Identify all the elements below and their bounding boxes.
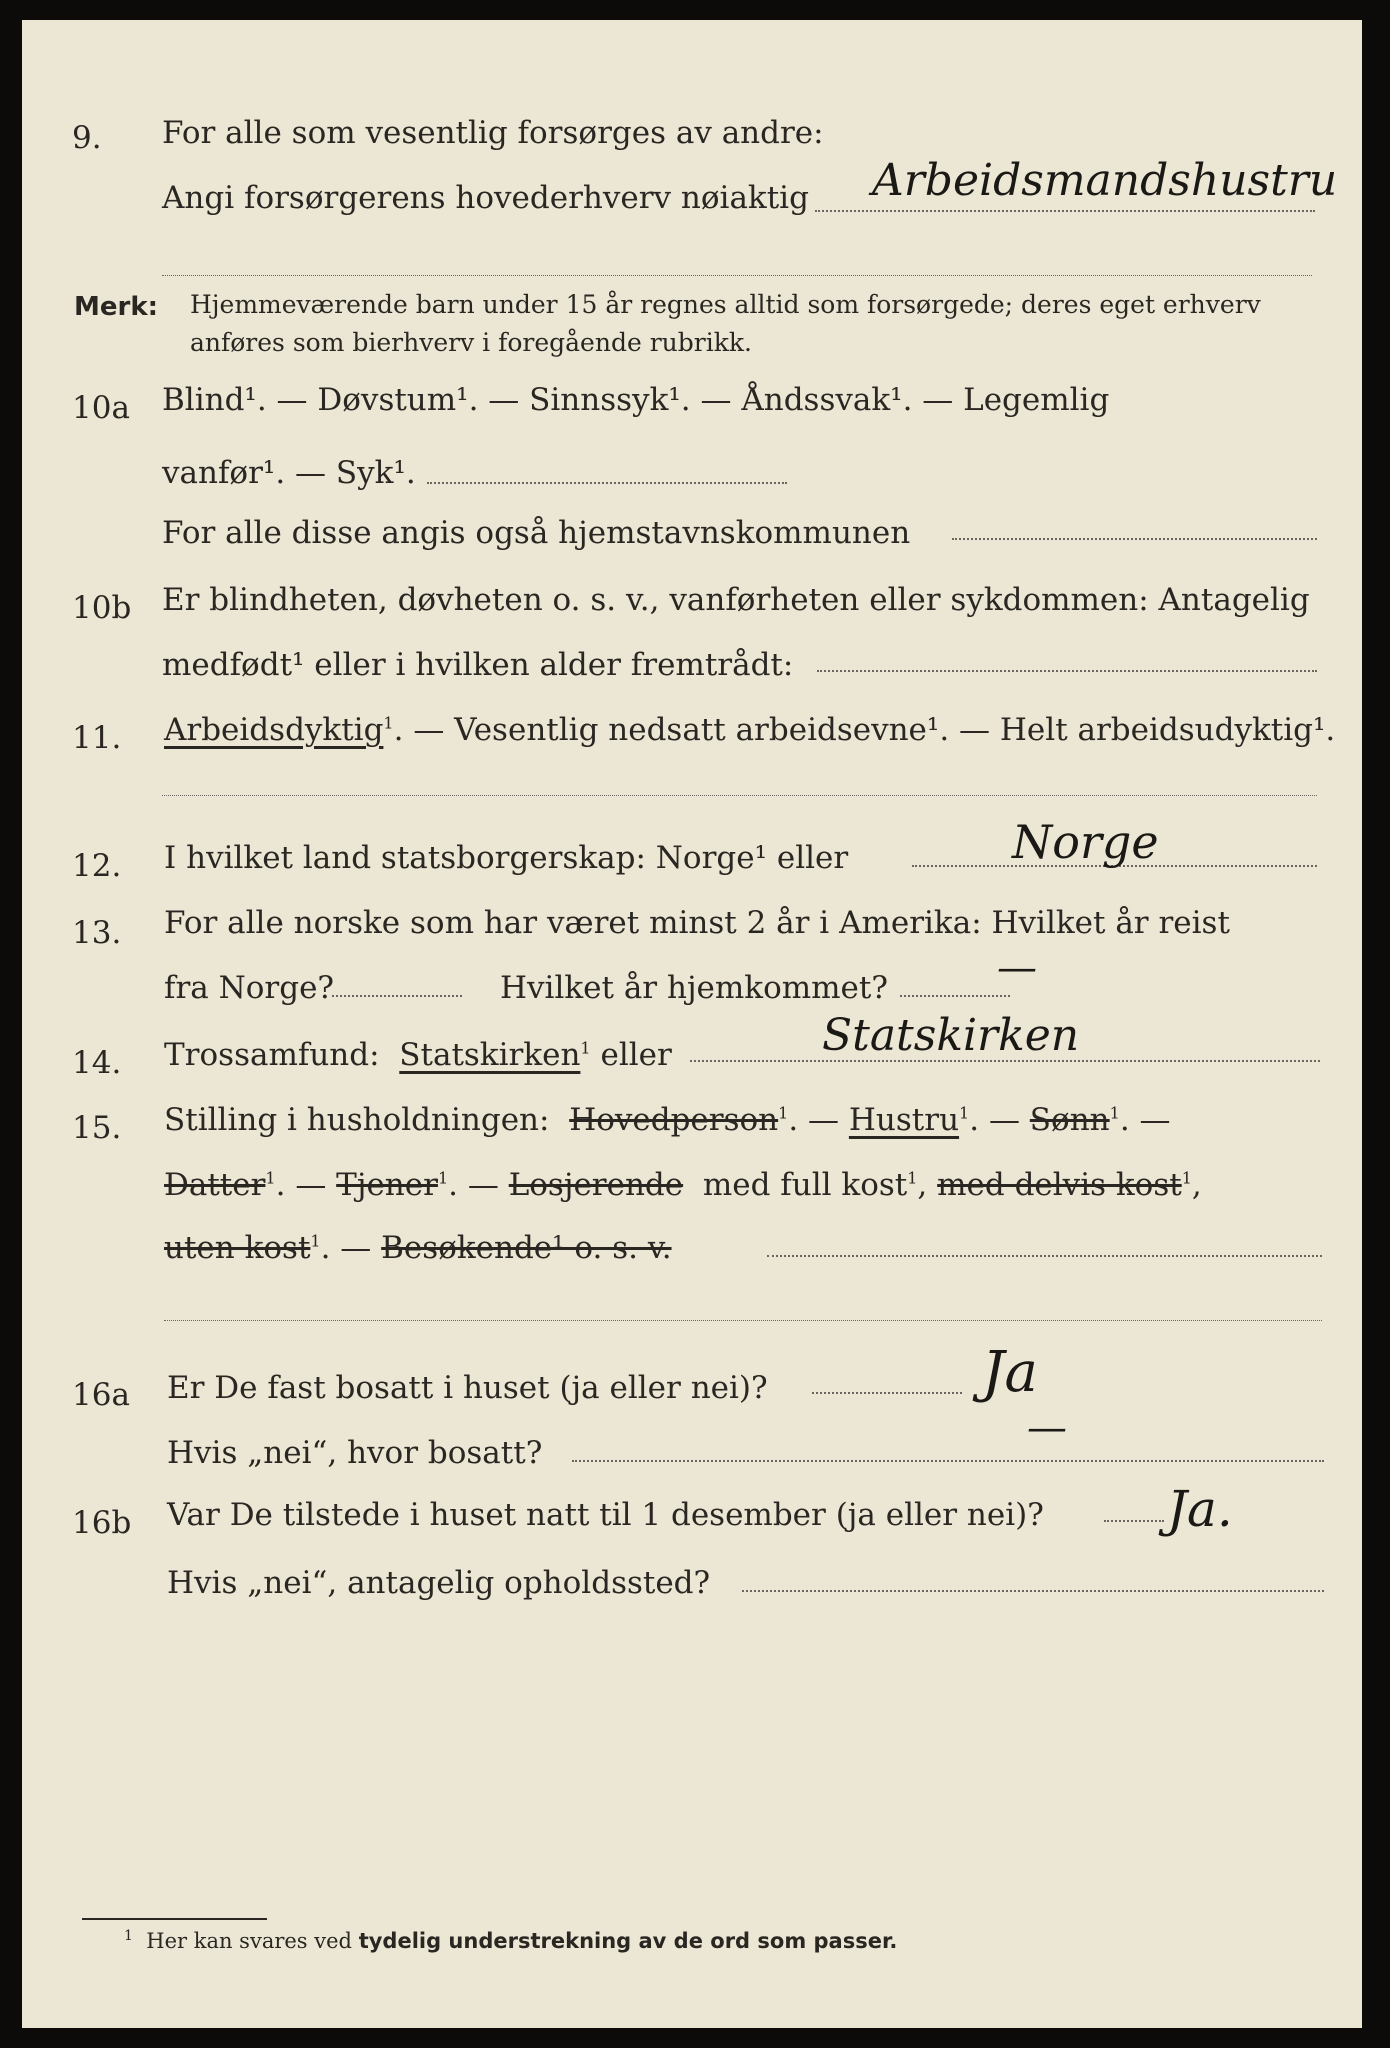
q15-utenkost: uten kost — [164, 1230, 311, 1266]
q11-number: 11. — [72, 720, 122, 756]
q13-reist-line — [332, 995, 462, 997]
q16a-line2: Hvis „nei“, hvor bosatt? — [167, 1435, 543, 1471]
q16a-answer2: — — [1027, 1405, 1067, 1451]
q12-number: 12. — [72, 848, 122, 884]
q16b-answer-line — [1104, 1520, 1164, 1522]
q9-number: 9. — [72, 120, 102, 156]
q16b-number: 16b — [72, 1505, 132, 1541]
q15-extra-line — [164, 1320, 1322, 1321]
q13-line1: For alle norske som har været minst 2 år i Amerika: Hvilket år reist — [164, 905, 1230, 941]
q10b-number: 10b — [72, 590, 132, 626]
q15-answer-line — [767, 1255, 1322, 1257]
footnote — [124, 1928, 897, 1953]
footnote-bold: tydelig understrekning av de ord som passer. — [358, 1929, 898, 1953]
q15-hovedperson: Hovedperson — [569, 1102, 779, 1138]
q10b-line2: medfødt¹ eller i hvilken alder fremtrådt: — [162, 647, 794, 683]
q16b-answer: Ja. — [1167, 1480, 1233, 1538]
q15-tjener: Tjener — [336, 1167, 438, 1203]
q10b-answer-line — [817, 670, 1317, 672]
footnote-rule — [82, 1918, 267, 1920]
footnote-mark: 1 — [124, 1928, 133, 1944]
q10a-answer-line — [427, 482, 787, 484]
q9-answer: Arbeidsmandshustru — [872, 155, 1338, 206]
q14-text: Trossamfund: Statskirken$^1$ eller — [164, 1037, 672, 1073]
q14-prefix: Trossamfund: — [164, 1037, 380, 1073]
q16a-number: 16a — [72, 1377, 130, 1413]
q14-suffix: eller — [600, 1037, 672, 1073]
q15-losjerende: Losjerende — [508, 1167, 684, 1203]
census-form-page — [22, 20, 1362, 2028]
q15-hustru: Hustru — [848, 1102, 960, 1138]
q9-extra-line — [162, 275, 1312, 276]
q10a-line3: For alle disse angis også hjemstavnskommunen — [162, 515, 911, 551]
q16b-line2: Hvis „nei“, antagelig opholdssted? — [167, 1565, 711, 1601]
q15-line1: Stilling i husholdningen: Hovedperson$^1$. — Hustru$^1$. — Sønn$^1$. — — [164, 1102, 1171, 1138]
merk-line2: anføres som bierhverv i foregående rubrikk. — [190, 328, 752, 357]
q9-line1: For alle som vesentlig forsørges av andre: — [162, 115, 824, 151]
q14-opt-statskirken: Statskirken — [399, 1037, 581, 1073]
q11-opt-arbeidsdyktig: Arbeidsdyktig — [164, 712, 384, 748]
q16b-opphold-line — [742, 1590, 1324, 1592]
q10b-line1: Er blindheten, døvheten o. s. v., vanførheten eller sykdommen: Antagelig — [162, 582, 1310, 618]
q12-text: I hvilket land statsborgerskap: Norge¹ eller — [164, 840, 849, 876]
merk-label: Merk: — [74, 292, 159, 322]
q15-line2: Datter$^1$. — Tjener$^1$. — Losjerende med full kost$^1$, med delvis kost$^1$, — [164, 1167, 1202, 1203]
q16a-answer-line — [812, 1392, 962, 1394]
q11-text: Arbeidsdyktig$^1$. — Vesentlig nedsatt arbeidsevne¹. — Helt arbeidsudyktig¹. — [164, 712, 1336, 748]
q13-line2b: Hvilket år hjemkommet? — [500, 970, 888, 1006]
q13-number: 13. — [72, 915, 122, 951]
q10a-line2: vanfør¹. — Syk¹. — [162, 455, 416, 491]
q13-answer: — — [997, 945, 1037, 991]
q15-line3: uten kost$^1$. — Besøkende¹ o. s. v. — [164, 1230, 672, 1266]
q16a-line1: Er De fast bosatt i huset (ja eller nei)? — [167, 1370, 768, 1406]
q11-rest: . — Vesentlig nedsatt arbeidsevne¹. — Helt arbeidsudyktig¹. — [393, 712, 1336, 748]
q11-extra-line — [162, 795, 1317, 796]
merk-line1: Hjemmeværende barn under 15 år regnes alltid som forsørgede; deres eget erhverv — [190, 290, 1261, 319]
q9-answer-line — [815, 210, 1315, 212]
q16a-bosatt-line — [572, 1460, 1324, 1462]
q15-besokende: Besøkende¹ o. s. v. — [381, 1230, 672, 1266]
q16b-line1: Var De tilstede i huset natt til 1 desember (ja eller nei)? — [167, 1497, 1044, 1533]
q10a-line1: Blind¹. — Døvstum¹. — Sinnssyk¹. — Åndssvak¹. — Legemlig — [162, 382, 1110, 418]
q9-line2: Angi forsørgerens hovederhverv nøiaktig — [162, 180, 809, 216]
q15-number: 15. — [72, 1110, 122, 1146]
footnote-pre: Her kan svares ved — [146, 1929, 352, 1953]
q15-fullkost: med full kost — [702, 1167, 908, 1203]
q15-datter: Datter — [164, 1167, 266, 1203]
q10a-number: 10a — [72, 390, 130, 426]
q10a-kommune-line — [952, 538, 1317, 540]
q16a-answer: Ja — [982, 1340, 1038, 1405]
q15-sonn: Sønn — [1029, 1102, 1110, 1138]
q15-prefix: Stilling i husholdningen: — [164, 1102, 550, 1138]
q14-number: 14. — [72, 1045, 122, 1081]
q13-line2a: fra Norge? — [164, 970, 335, 1006]
q15-delvis: med delvis kost — [937, 1167, 1182, 1203]
q14-answer: Statskirken — [822, 1010, 1080, 1061]
q12-answer: Norge — [1012, 815, 1159, 869]
q13-hjem-line — [900, 995, 1010, 997]
